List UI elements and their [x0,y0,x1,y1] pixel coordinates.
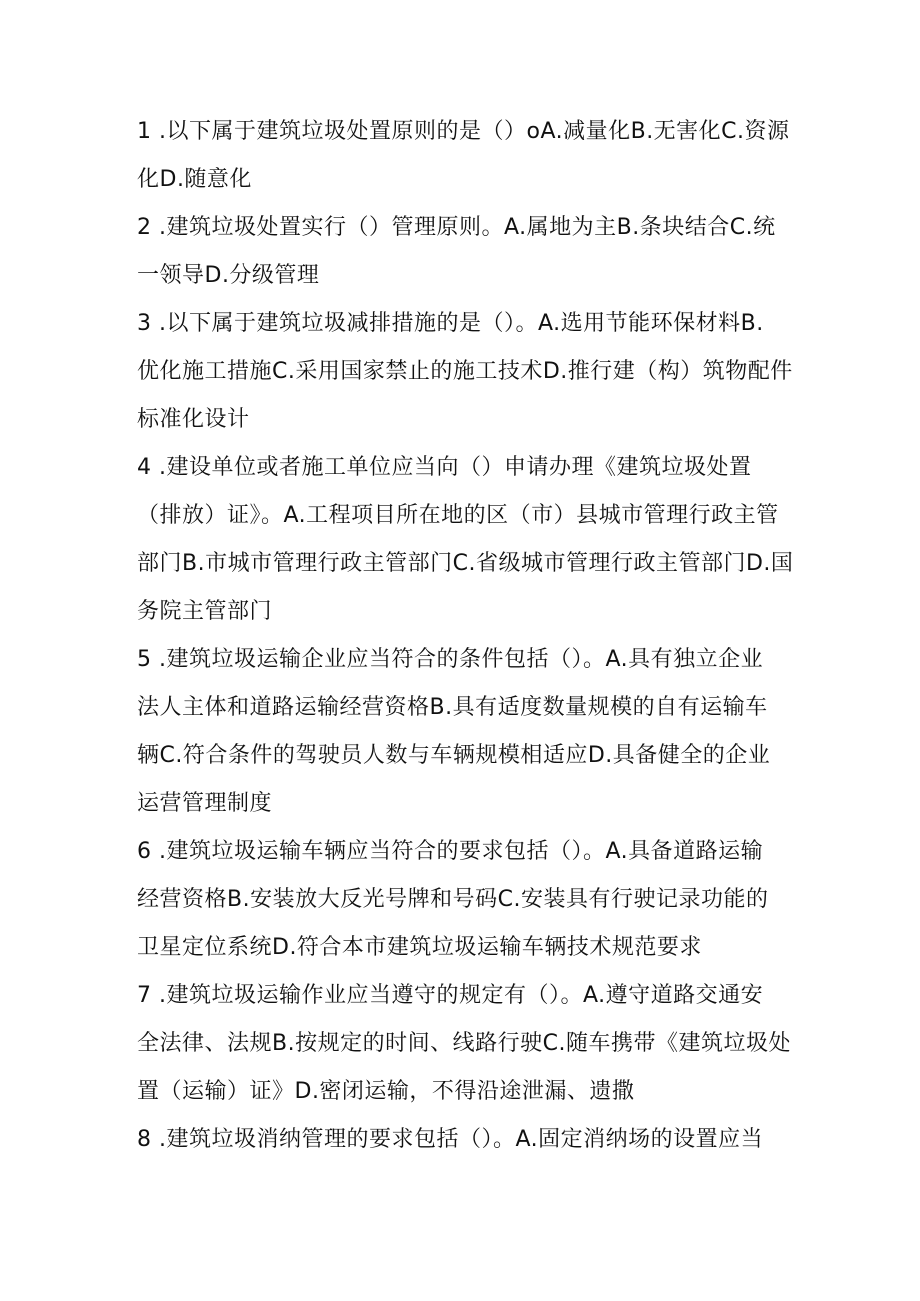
question-text-line: （排放）证》。A.工程项目所在地的区（市）县城市管理行政主管 [137,503,779,528]
question-text-line: 7 .建筑垃圾运输作业应当遵守的规定有（）。A.遵守道路交通安 [137,983,764,1008]
question-text-line: 优化施工措施C.采用国家禁止的施工技术D.推行建（构）筑物配件 [137,359,793,384]
question-item [137,1116,797,1164]
question-text-line: 4 .建设单位或者施工单位应当向（）申请办理《建筑垃圾处置 [137,455,752,480]
question-item [137,204,797,300]
question-text-line: 2 .建筑垃圾处置实行（）管理原则。A.属地为主B.条块结合C.统 [137,215,776,240]
question-text-line: 置（运输）证》D.密闭运输，不得沿途泄漏、遗撒 [137,1079,635,1104]
question-text-line: 法人主体和道路运输经营资格B.具有适度数量规模的自有运输车 [137,695,768,720]
question-text-line: 部门B.市城市管理行政主管部门C.省级城市管理行政主管部门D.国 [137,551,794,576]
question-text-line: 3 .以下属于建筑垃圾减排措施的是（）。A.选用节能环保材料B. [137,311,764,336]
question-item [137,828,797,972]
question-text-line: 经营资格B.安装放大反光号牌和号码C.安装具有行驶记录功能的 [137,887,769,912]
question-text-line: 5 .建筑垃圾运输企业应当符合的条件包括（）。A.具有独立企业 [137,647,764,672]
question-text-line: 6 .建筑垃圾运输车辆应当符合的要求包括（）。A.具备道路运输 [137,839,764,864]
question-item [137,636,797,828]
question-text-line: 一领导D.分级管理 [137,263,320,288]
question-text-line: 卫星定位系统D.符合本市建筑垃圾运输车辆技术规范要求 [137,935,702,960]
question-list [137,108,797,1164]
question-item [137,972,797,1116]
question-text-line: 务院主管部门 [137,599,273,624]
question-text-line: 化D.随意化 [137,167,252,192]
question-text-line: 标准化设计 [137,407,250,432]
question-text-line: 8 .建筑垃圾消纳管理的要求包括（）。A.固定消纳场的设置应当 [137,1127,764,1152]
question-text-line: 辆C.符合条件的驾驶员人数与车辆规模相适应D.具备健全的企业 [137,743,771,768]
question-text-line: 1 .以下属于建筑垃圾处置原则的是（）oA.减量化B.无害化C.资源 [137,119,790,144]
question-text-line: 全法律、法规B.按规定的时间、线路行驶C.随车携带《建筑垃圾处 [137,1031,791,1056]
question-item [137,108,797,204]
question-item [137,300,797,444]
question-item [137,444,797,636]
question-text-line: 运营管理制度 [137,791,273,816]
